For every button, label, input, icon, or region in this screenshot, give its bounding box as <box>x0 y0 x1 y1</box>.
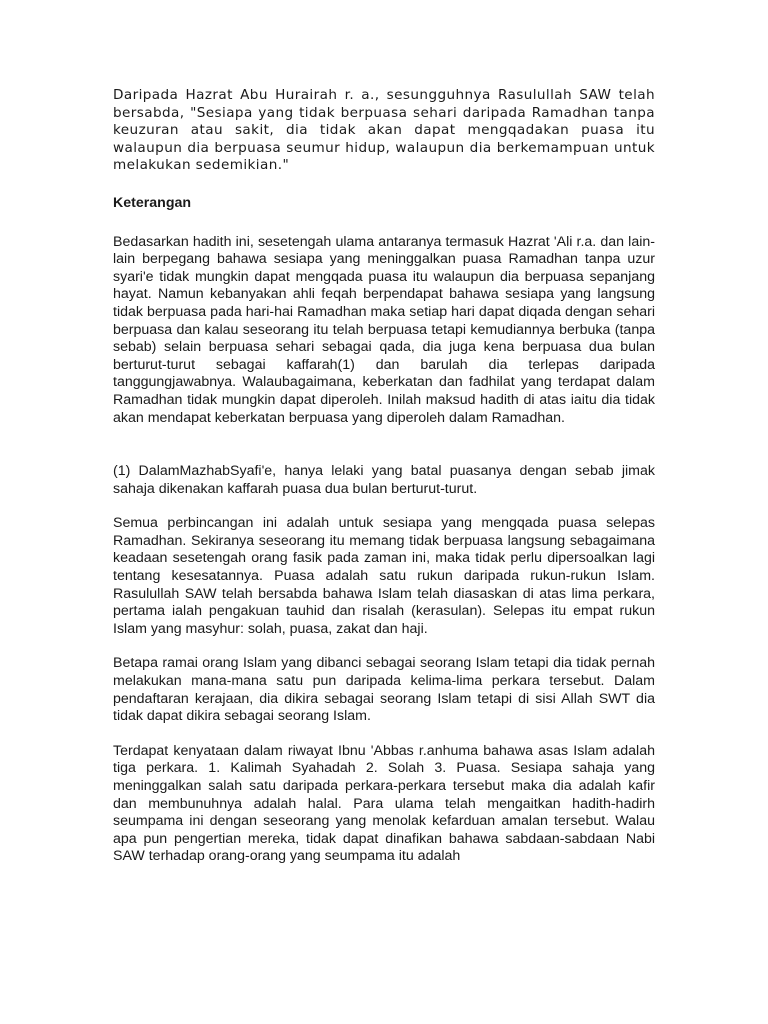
spacer <box>113 444 655 463</box>
document-page <box>113 87 655 883</box>
hadith-text: Daripada Hazrat Abu Hurairah r. a., sesungguhnya Rasulullah SAW telah bersabda, "Sesiapa yang tidak berpuasa sehari daripada Ramadhan tanpa keuzuran atau sakit, dia tidak akan dapat mengqadakan puasa itu walaupun dia berpuasa seumur hidup, walaupun dia berkemampuan untuk melakukan sedemikian." <box>113 87 655 174</box>
body-paragraph-3: Terdapat kenyataan dalam riwayat Ibnu 'Abbas r.anhuma bahawa asas Islam adalah tiga perkara. 1. Kalimah Syahadah 2. Solah 3. Puasa. Sesiapa sahaja yang meninggalkan salah satu daripada perkara-perkara tersebut maka dia adalah kafir dan membunuhnya adalah halal. Para ulama telah mengaitkan hadith-hadirh seumpama ini dengan seseorang yang menolak kefarduan amalan tersebut. Walau apa pun pengertian mereka, tidak dapat dinafikan bahawa sabdaan-sabdaan Nabi SAW terhadap orang-orang yang seumpama itu adalah <box>113 742 655 865</box>
body-paragraph-2: Betapa ramai orang Islam yang dibanci sebagai seorang Islam tetapi dia tidak pernah melakukan mana-mana satu pun daripada kelima-lima perkara tersebut. Dalam pendaftaran kerajaan, dia dikira sebagai seorang Islam tetapi di sisi Allah SWT dia tidak dapat dikira sebagai seorang Islam. <box>113 655 655 725</box>
footnote-paragraph: (1) DalamMazhabSyafi'e, hanya lelaki yang batal puasanya dengan sebab jimak sahaja dikenakan kaffarah puasa dua bulan berturut-turut. <box>113 463 655 497</box>
explanation-paragraph: Bedasarkan hadith ini, sesetengah ulama antaranya termasuk Hazrat 'Ali r.a. dan lain-lain berpegang bahawa sesiapa yang meninggalkan puasa Ramadhan tanpa uzur syari'e tidak mungkin dapat mengqada puasa itu walaupun dia berpuasa sepanjang hayat. Namun kebanyakan ahli feqah berpendapat bahawa sesiapa yang langsung tidak berpuasa pada hari-hai Ramadhan maka setiap hari dapat diqada dengan sehari berpuasa dan kalau seseorang itu telah berpuasa tetapi kemudiannya berbuka (tanpa sebab) selain berpuasa sehari sebagai qada, dia juga kena berpuasa dua bulan berturut-turut sebagai kaffarah(1) dan barulah dia terlepas daripada tanggungjawabnya. Walaubagaimana, keberkatan dan fadhilat yang terdapat dalam Ramadhan tidak mungkin dapat diperoleh. Inilah maksud hadith di atas iaitu dia tidak akan mendapat keberkatan berpuasa yang diperoleh dalam Ramadhan. <box>113 233 655 426</box>
section-heading: Keterangan <box>113 194 192 211</box>
body-paragraph-1: Semua perbincangan ini adalah untuk sesiapa yang mengqada puasa selepas Ramadhan. Sekiranya seseorang itu memang tidak berpuasa langsung sebagaimana keadaan sesetengah orang fasik pada zaman ini, maka tidak perlu dipersoalkan lagi tentang kesesatannya. Puasa adalah satu rukun daripada rukun-rukun Islam. Rasulullah SAW telah bersabda bahawa Islam telah diasaskan di atas lima perkara, pertama ialah pengakuan tauhid dan risalah (kerasulan). Selepas itu empat rukun Islam yang masyhur: solah, puasa, zakat dan haji. <box>113 515 655 637</box>
